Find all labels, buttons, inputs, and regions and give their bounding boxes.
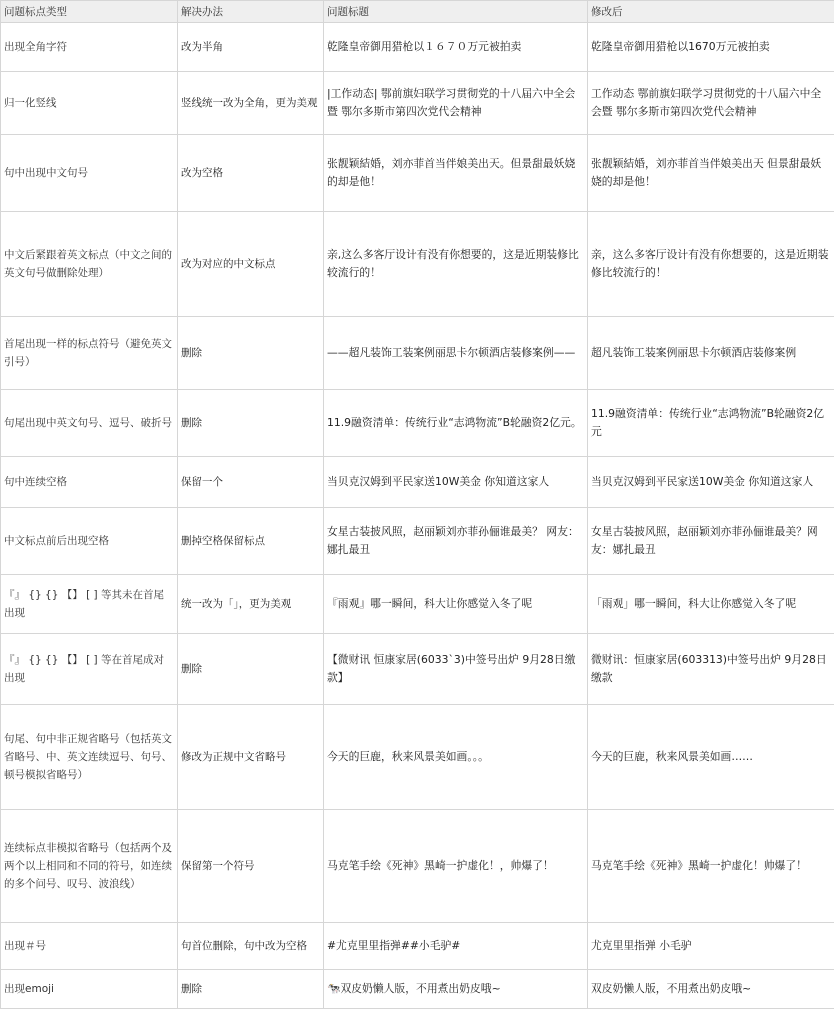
cell-after: 亲，这么多客厅设计有没有你想要的，这是近期装修比较流行的！	[588, 212, 834, 317]
cell-fix: 删除	[178, 317, 324, 390]
cell-type: 『』 {} {} 【】 [ ] 等在首尾成对出现	[1, 634, 178, 705]
cell-type: 出现emoji	[1, 970, 178, 1009]
cell-after: 双皮奶懒人版，不用煮出奶皮哦~	[588, 970, 834, 1009]
cell-title: 马克笔手绘《死神》黑崎一护虚化！，帅爆了！	[324, 810, 588, 923]
cell-type: 中文后紧跟着英文标点（中文之间的英文句号做删除处理）	[1, 212, 178, 317]
cell-title: 女星古装披风照，赵丽颖刘亦菲孙俪谁最美？ 网友：娜扎最丑	[324, 508, 588, 575]
cell-after: 马克笔手绘《死神》黑崎一护虚化！帅爆了！	[588, 810, 834, 923]
table-row	[1, 390, 834, 457]
table-row	[1, 135, 834, 212]
cell-after: 女星古装披风照，赵丽颖刘亦菲孙俪谁最美？网友：娜扎最丑	[588, 508, 834, 575]
cell-type: 句尾出现中英文句号、逗号、破折号	[1, 390, 178, 457]
cell-title: 🐄双皮奶懒人版，不用煮出奶皮哦~	[324, 970, 588, 1009]
table-row	[1, 72, 834, 135]
table-row	[1, 212, 834, 317]
cell-type: 首尾出现一样的标点符号（避免英文引号）	[1, 317, 178, 390]
header-title: 问题标题	[324, 1, 588, 23]
cell-title: 乾隆皇帝御用猎枪以１６７０万元被拍卖	[324, 23, 588, 72]
header-type: 问题标点类型	[1, 1, 178, 23]
table-row	[1, 575, 834, 634]
cell-title: 今天的巨鹿，秋来风景美如画。。。	[324, 705, 588, 810]
table-row	[1, 705, 834, 810]
cell-fix: 保留第一个符号	[178, 810, 324, 923]
cell-title: 亲,这么多客厅设计有没有你想要的，这是近期装修比较流行的！	[324, 212, 588, 317]
cell-title: 『雨观』哪一瞬间，科大让你感觉入冬了呢	[324, 575, 588, 634]
cell-after: 11.9融资清单：传统行业“志鸿物流”B轮融资2亿元	[588, 390, 834, 457]
cell-type: 出现全角字符	[1, 23, 178, 72]
cell-after: 超凡装饰工装案例丽思卡尔顿酒店装修案例	[588, 317, 834, 390]
header-fix: 解决办法	[178, 1, 324, 23]
cell-fix: 删掉空格保留标点	[178, 508, 324, 575]
cell-type: 出现＃号	[1, 923, 178, 970]
cell-after: 「雨观」哪一瞬间，科大让你感觉入冬了呢	[588, 575, 834, 634]
cell-title: 张靓颖結婚，刘亦菲首当伴娘美出天。但景甜最妖娆的却是他！	[324, 135, 588, 212]
cell-title: #尤克里里指弹##小毛驴#	[324, 923, 588, 970]
cell-fix: 句首位删除，句中改为空格	[178, 923, 324, 970]
cell-after: 微财讯：恒康家居(603313)中签号出炉 9月28日缴款	[588, 634, 834, 705]
cell-fix: 统一改为「」，更为美观	[178, 575, 324, 634]
cell-fix: 竖线统一改为全角，更为美观	[178, 72, 324, 135]
cell-type: 句中出现中文句号	[1, 135, 178, 212]
cell-title: 【微财讯 恒康家居(6033`3)中签号出炉 9月28日缴款】	[324, 634, 588, 705]
cell-fix: 修改为正规中文省略号	[178, 705, 324, 810]
header-row	[1, 1, 834, 23]
cell-after: 今天的巨鹿，秋来风景美如画……	[588, 705, 834, 810]
cell-fix: 保留一个	[178, 457, 324, 508]
table-row	[1, 23, 834, 72]
cell-fix: 删除	[178, 390, 324, 457]
cell-fix: 删除	[178, 634, 324, 705]
cell-type: 中文标点前后出现空格	[1, 508, 178, 575]
cell-after: 工作动态 鄂前旗妇联学习贯彻党的十八届六中全会暨 鄂尔多斯市第四次党代会精神	[588, 72, 834, 135]
cell-after: 乾隆皇帝御用猎枪以1670万元被拍卖	[588, 23, 834, 72]
header-after: 修改后	[588, 1, 834, 23]
cell-type: 句尾、句中非正规省略号（包括英文省略号、中、英文连续逗号、句号、顿号模拟省略号）	[1, 705, 178, 810]
cell-fix: 删除	[178, 970, 324, 1009]
table-row	[1, 508, 834, 575]
table-row	[1, 457, 834, 508]
cell-type: 连续标点非模拟省略号（包括两个及两个以上相同和不同的符号，如连续的多个问号、叹号、波浪线）	[1, 810, 178, 923]
cell-after: 尤克里里指弹 小毛驴	[588, 923, 834, 970]
cell-type: 归一化竖线	[1, 72, 178, 135]
cell-fix: 改为对应的中文标点	[178, 212, 324, 317]
cell-title: ——超凡装饰工装案例丽思卡尔顿酒店装修案例——	[324, 317, 588, 390]
cell-title: 当贝克汉姆到平民家送10W美金 你知道这家人	[324, 457, 588, 508]
table-row	[1, 634, 834, 705]
table-row	[1, 970, 834, 1009]
cell-type: 『』 {} {} 【】 [ ] 等其未在首尾出现	[1, 575, 178, 634]
table-row	[1, 317, 834, 390]
cell-title: |工作动态| 鄂前旗妇联学习贯彻党的十八届六中全会暨 鄂尔多斯市第四次党代会精神	[324, 72, 588, 135]
table-row	[1, 923, 834, 970]
cell-type: 句中连续空格	[1, 457, 178, 508]
cell-after: 张靓颖結婚，刘亦菲首当伴娘美出天 但景甜最妖娆的却是他！	[588, 135, 834, 212]
cell-after: 当贝克汉姆到平民家送10W美金 你知道这家人	[588, 457, 834, 508]
cell-title: 11.9融资清单：传统行业“志鸿物流”B轮融资2亿元。	[324, 390, 588, 457]
cell-fix: 改为空格	[178, 135, 324, 212]
cell-fix: 改为半角	[178, 23, 324, 72]
table-row	[1, 810, 834, 923]
